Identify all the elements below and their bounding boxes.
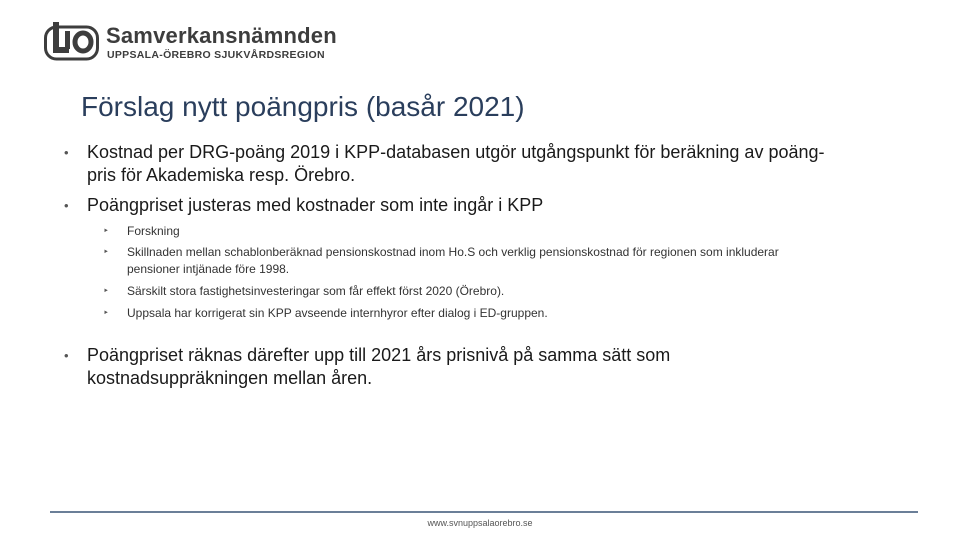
logo-subtitle: UPPSALA-ÖREBRO SJUKVÅRDSREGION — [107, 49, 325, 61]
bullet-marker: • — [64, 198, 69, 213]
sub-bullet-marker: ‣ — [103, 247, 109, 258]
logo-mark-icon — [44, 22, 102, 62]
sub-bullet-text: Uppsala har korrigerat sin KPP avseende internhyror efter dialog i ED-gruppen. — [127, 306, 548, 320]
footer-url: www.svnuppsalaorebro.se — [427, 518, 533, 528]
sub-bullet-text: Särskilt stora fastighetsinvesteringar som får effekt först 2020 (Örebro). — [127, 284, 505, 298]
bullet-text: Poängpriset justeras med kostnader som inte ingår i KPP — [87, 195, 544, 215]
bullet-marker: • — [64, 145, 69, 160]
sub-bullet-text: Forskning — [127, 224, 180, 238]
sub-bullet-marker: ‣ — [103, 308, 109, 319]
sub-bullet-marker: ‣ — [103, 226, 109, 237]
logo-name: Samverkansnämnden — [106, 23, 337, 48]
bullet-text: Kostnad per DRG-poäng 2019 i KPP-databasen utgör utgångspunkt för beräkning av poäng-pris för Akademiska resp. Örebro. — [87, 142, 825, 185]
bullet-text: Poängpriset räknas därefter upp till 2021 års prisnivå på samma sätt som kostnadsuppräkningen mellan åren. — [87, 345, 671, 388]
organization-logo — [44, 22, 337, 66]
sub-bullet-marker: ‣ — [103, 286, 109, 297]
bullet-marker: • — [64, 348, 69, 363]
sub-bullet-text: Skillnaden mellan schablonberäknad pensionskostnad inom Ho.S och verklig pensionskostnad för regionen som inkluderar pensioner intjänade före 1998. — [127, 245, 779, 276]
footer-divider — [50, 511, 918, 513]
slide-title: Förslag nytt poängpris (basår 2021) — [81, 91, 525, 122]
